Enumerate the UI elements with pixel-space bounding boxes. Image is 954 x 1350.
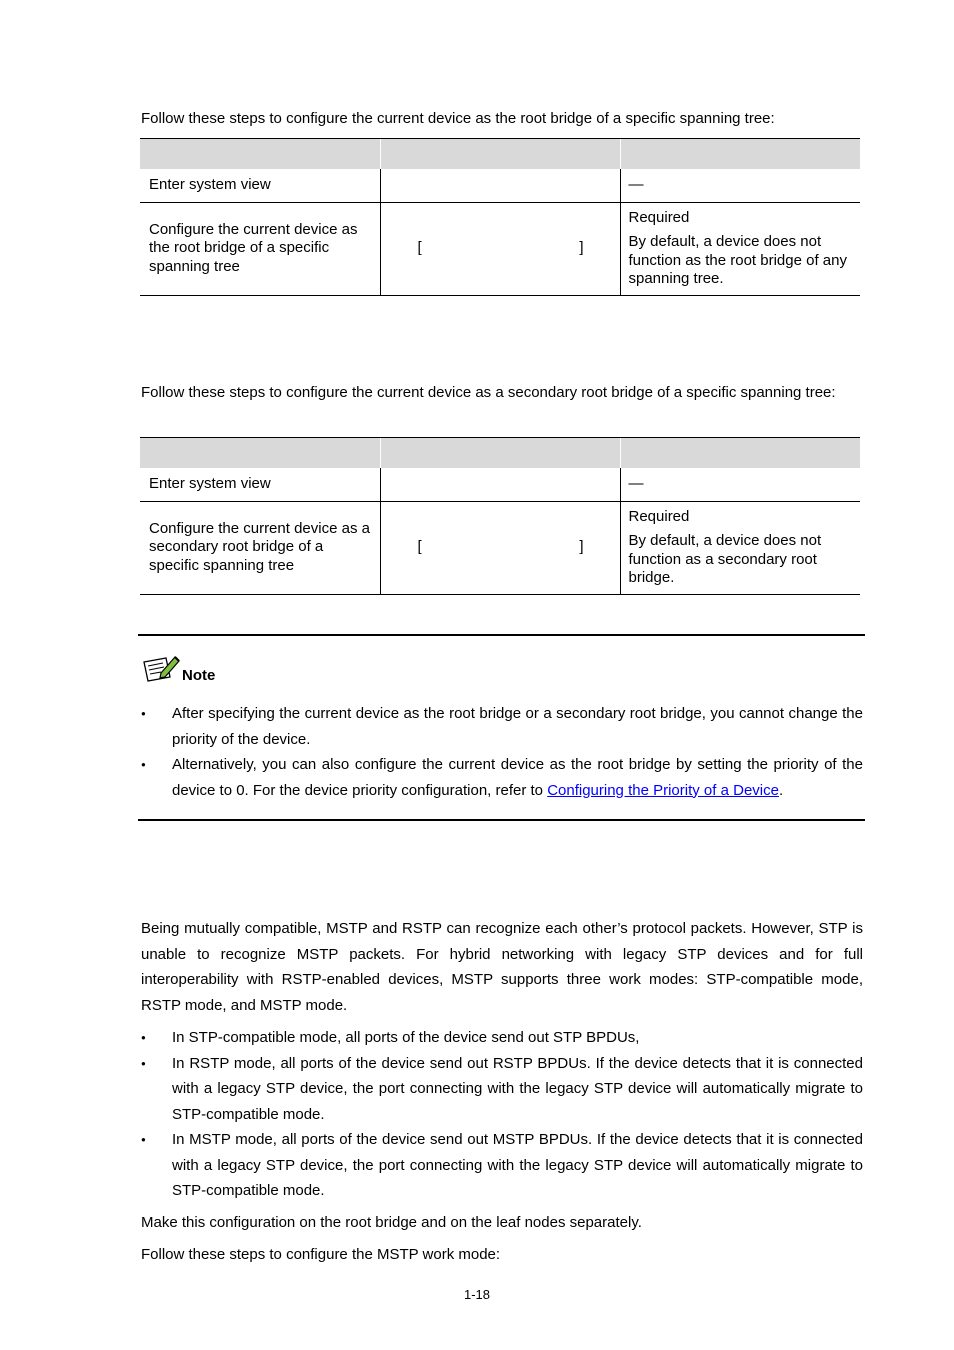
operation-cell: Enter system view [140,169,380,202]
priority-config-link[interactable]: Configuring the Priority of a Device [547,781,779,799]
section2-intro: Follow these steps to configure the current device as a secondary root bridge of a specific spanning tree: [141,384,836,401]
work-mode-list [141,1025,863,1204]
work-mode-steps-intro: Follow these steps to configure the MSTP work mode: [141,1246,501,1263]
note-bottom-rule [138,819,865,821]
remark-cell [620,501,860,594]
remark-required: Required [628,208,690,226]
remark-cell: — [620,169,860,202]
operation-cell: Configure the current device as the root bridge of a specific spanning tree [140,202,380,295]
remark-detail: By default, a device does not function as the root bridge of any spanning tree. [628,233,847,287]
command-cell [380,202,620,295]
remark-cell: — [620,468,860,501]
list-item: ● In STP-compatible mode, all ports of the device send out STP BPDUs, [141,1025,863,1051]
note-pencil-icon [141,653,181,685]
remark-cell [620,202,860,295]
root-bridge-table [140,138,860,296]
command-open-bracket: [ [417,538,422,556]
table-header-row [140,438,860,469]
section1-intro: Follow these steps to configure the current device as the root bridge of a specific spanning tree: [141,110,775,127]
list-item: ● In RSTP mode, all ports of the device send out RSTP BPDUs. If the device detects that it is connected with a legacy STP device, the port connecting with the legacy STP device will automatically migrate to STP-compatible mode. [141,1051,863,1128]
note-title: Note [182,667,216,684]
table-header-row [140,139,860,170]
table-row [140,169,860,202]
list-item: ● Alternatively, you can also configure the current device as the root bridge by setting the priority of the device to 0. For the device priority configuration, refer to Configuring the Priority of a Device. [141,752,863,803]
command-cell [380,468,620,501]
command-open-bracket: [ [417,239,422,257]
note-top-rule [138,634,865,636]
secondary-root-table [140,437,860,595]
list-item: ● In MSTP mode, all ports of the device send out MSTP BPDUs. If the device detects that it is connected with a legacy STP device, the port connecting with the legacy STP device will automatically migrate to STP-compatible mode. [141,1127,863,1204]
command-cell [380,501,620,594]
table-row [140,202,860,295]
command-cell [380,169,620,202]
remark-required: Required [628,507,690,525]
page-number: 1-18 [463,1287,491,1302]
table-row [140,501,860,594]
config-location-paragraph: Make this configuration on the root bridge and on the leaf nodes separately. [141,1214,642,1231]
table-row [140,468,860,501]
note-list [141,701,863,803]
remark-detail: By default, a device does not function as a secondary root bridge. [628,532,822,586]
operation-cell: Enter system view [140,468,380,501]
command-close-bracket: ] [579,239,584,257]
command-close-bracket: ] [579,538,584,556]
list-item: ● After specifying the current device as the root bridge or a secondary root bridge, you cannot change the priority of the device. [141,701,863,752]
work-mode-paragraph: Being mutually compatible, MSTP and RSTP can recognize each other’s protocol packets. However, STP is unable to recognize MSTP packets. For hybrid networking with legacy STP devices and for full interoperability with RSTP-enabled devices, MSTP supports three work modes: STP-compatible mode, RSTP mode, and MSTP mode. [141,920,863,1014]
operation-cell: Configure the current device as a secondary root bridge of a specific spanning tree [140,501,380,594]
